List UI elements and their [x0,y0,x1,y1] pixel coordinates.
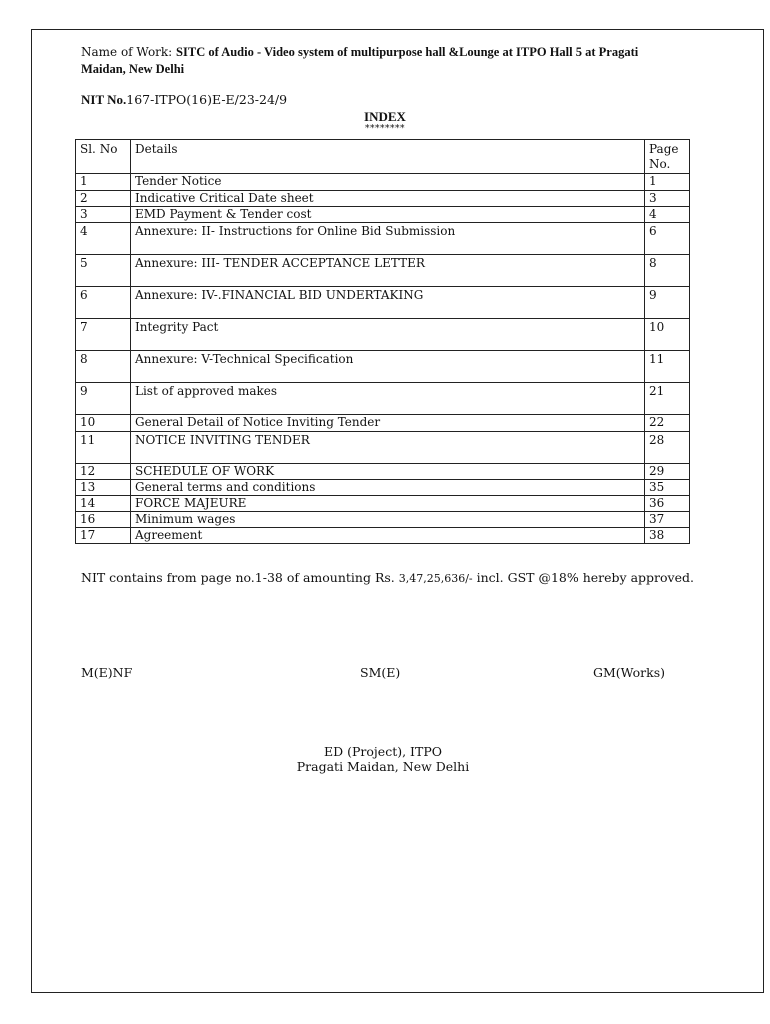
row-details: General terms and conditions [131,480,645,496]
row-details: FORCE MAJEURE [131,496,645,512]
row-page: 10 [645,319,690,351]
table-row [76,223,690,255]
row-sl: 14 [76,496,131,512]
table-row [76,528,690,544]
row-details: Annexure: II- Instructions for Online Bid Submission [131,223,645,255]
nit-label: NIT No. [81,92,127,107]
row-sl: 2 [76,191,131,207]
table-row [76,207,690,223]
approval-statement [81,570,694,587]
row-sl: 6 [76,287,131,319]
table-row [76,287,690,319]
table-header-row [76,140,690,174]
index-stars: ******** [365,124,405,134]
row-sl: 9 [76,383,131,415]
row-sl: 13 [76,480,131,496]
row-sl: 4 [76,223,131,255]
row-sl: 10 [76,415,131,432]
row-page: 38 [645,528,690,544]
signatory-sm-e: SM(E) [360,665,401,680]
row-details: NOTICE INVITING TENDER [131,432,645,464]
row-details: Annexure: III- TENDER ACCEPTANCE LETTER [131,255,645,287]
table-row [76,191,690,207]
row-sl: 7 [76,319,131,351]
table-row [76,319,690,351]
signatory-men-f: M(E)NF [81,665,133,680]
table-row [76,351,690,383]
row-page: 29 [645,464,690,480]
header-sl-no: Sl. No [76,140,131,174]
row-page: 6 [645,223,690,255]
nit-value: 167-ITPO(16)E-E/23-24/9 [126,92,288,107]
row-details: Minimum wages [131,512,645,528]
table-row [76,512,690,528]
row-details: Tender Notice [131,174,645,191]
row-page: 35 [645,480,690,496]
row-sl: 1 [76,174,131,191]
row-sl: 5 [76,255,131,287]
row-details: Indicative Critical Date sheet [131,191,645,207]
row-sl: 11 [76,432,131,464]
name-of-work [81,44,681,78]
table-row [76,255,690,287]
row-details: General Detail of Notice Inviting Tender [131,415,645,432]
table-row [76,383,690,415]
index-title: INDEX [364,109,406,124]
footer-line-2: Pragati Maidan, New Delhi [296,759,470,774]
row-page: 28 [645,432,690,464]
row-page: 3 [645,191,690,207]
footer-line-1: ED (Project), ITPO [324,744,442,759]
approval-amount: 3,47,25,636/- [398,572,473,585]
row-page: 8 [645,255,690,287]
row-page: 22 [645,415,690,432]
row-sl: 8 [76,351,131,383]
row-page: 11 [645,351,690,383]
row-details: List of approved makes [131,383,645,415]
table-row [76,415,690,432]
table-row [76,480,690,496]
row-details: Annexure: IV-.FINANCIAL BID UNDERTAKING [131,287,645,319]
row-page: 37 [645,512,690,528]
row-details: SCHEDULE OF WORK [131,464,645,480]
row-page: 36 [645,496,690,512]
row-sl: 12 [76,464,131,480]
row-page: 4 [645,207,690,223]
row-page: 21 [645,383,690,415]
footer-signatory [0,744,766,774]
table-row [76,432,690,464]
row-sl: 17 [76,528,131,544]
name-of-work-label: Name of Work: [81,45,177,59]
row-page: 9 [645,287,690,319]
row-details: EMD Payment & Tender cost [131,207,645,223]
table-row [76,464,690,480]
index-table [75,139,690,544]
signatory-gm-works: GM(Works) [593,665,666,680]
row-details: Agreement [131,528,645,544]
nit-number [81,92,287,108]
table-row [76,174,690,191]
row-details: Integrity Pact [131,319,645,351]
row-sl: 16 [76,512,131,528]
row-page: 1 [645,174,690,191]
row-sl: 3 [76,207,131,223]
name-of-work-value: SITC of Audio - Video system of multipurpose hall &Lounge at ITPO Hall 5 at Pragati Maidan, New Delhi [81,45,639,76]
row-details: Annexure: V-Technical Specification [131,351,645,383]
approval-prefix: NIT contains from page no.1-38 of amounting Rs. [81,570,399,585]
table-row [76,496,690,512]
header-page-no: Page No. [645,140,690,174]
header-details: Details [131,140,645,174]
approval-suffix: incl. GST @18% hereby approved. [472,570,694,585]
